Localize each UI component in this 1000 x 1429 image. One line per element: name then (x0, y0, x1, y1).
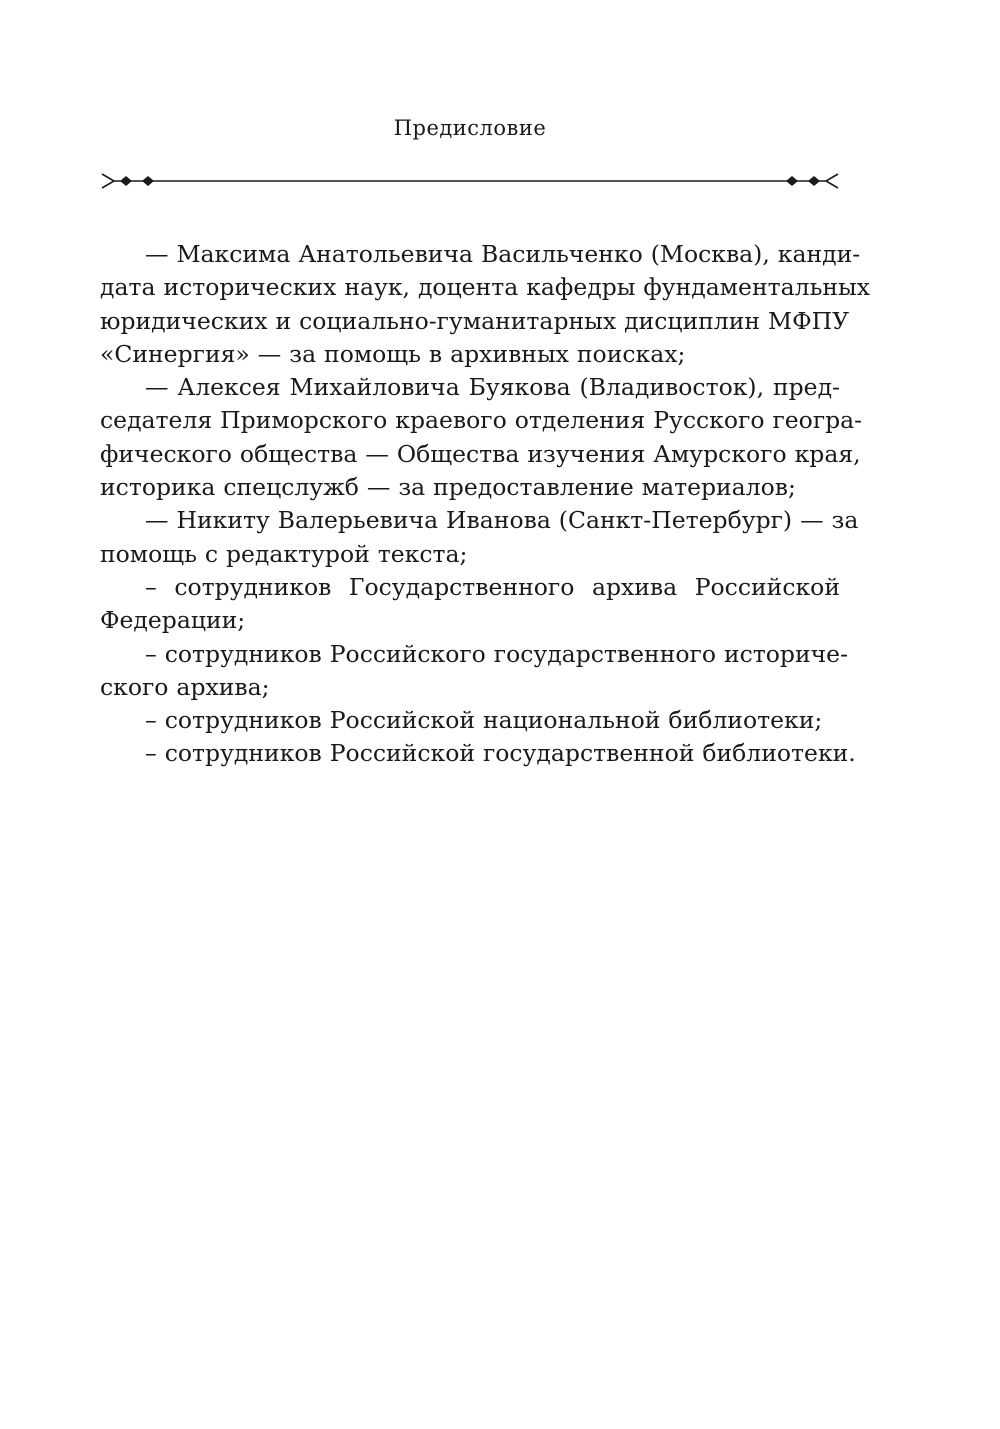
paragraph-line: — Максима Анатольевича Васильченко (Москва), канди- (145, 240, 861, 268)
paragraph-line: юридических и социально-гуманитарных дисциплин МФПУ (100, 306, 850, 335)
paragraph-line: – сотрудников Российского государственного историче- (145, 639, 849, 668)
paragraph-line: – сотрудников Российской национальной библиотеки; (145, 706, 823, 735)
running-header: Предисловие (393, 116, 547, 140)
paragraph-line: — Алексея Михайловича Буякова (Владивосток), пред- (145, 373, 840, 402)
paragraph-line: «Синергия» — за помощь в архивных поисках; (100, 339, 686, 368)
paragraph-line: – сотрудников Российской государственной библиотеки. (145, 739, 856, 768)
paragraph-line: дата исторических наук, доцента кафедры фундаментальных (100, 273, 870, 302)
paragraph-line: — Никиту Валерьевича Иванова (Санкт-Петербург) — за (145, 506, 859, 535)
paragraph-line: ского архива; (100, 672, 270, 701)
ornament-left-chevron-icon (102, 174, 114, 188)
paragraph-line: историка спецслужб — за предоставление материалов; (100, 473, 796, 502)
paragraph-line: седателя Приморского краевого отделения Русского геогра- (100, 406, 863, 435)
paragraph-line: – сотрудников Государственного архива Российской (145, 572, 840, 601)
acknowledgements-text (100, 238, 870, 771)
paragraph-line: фического общества — Общества изучения Амурского края, (100, 439, 861, 468)
ornament-right-chevron-icon (826, 174, 838, 188)
ornamental-rule (100, 170, 840, 192)
paragraph-line: помощь с редактурой текста; (100, 539, 468, 568)
paragraph-line: Федерации; (100, 606, 246, 635)
